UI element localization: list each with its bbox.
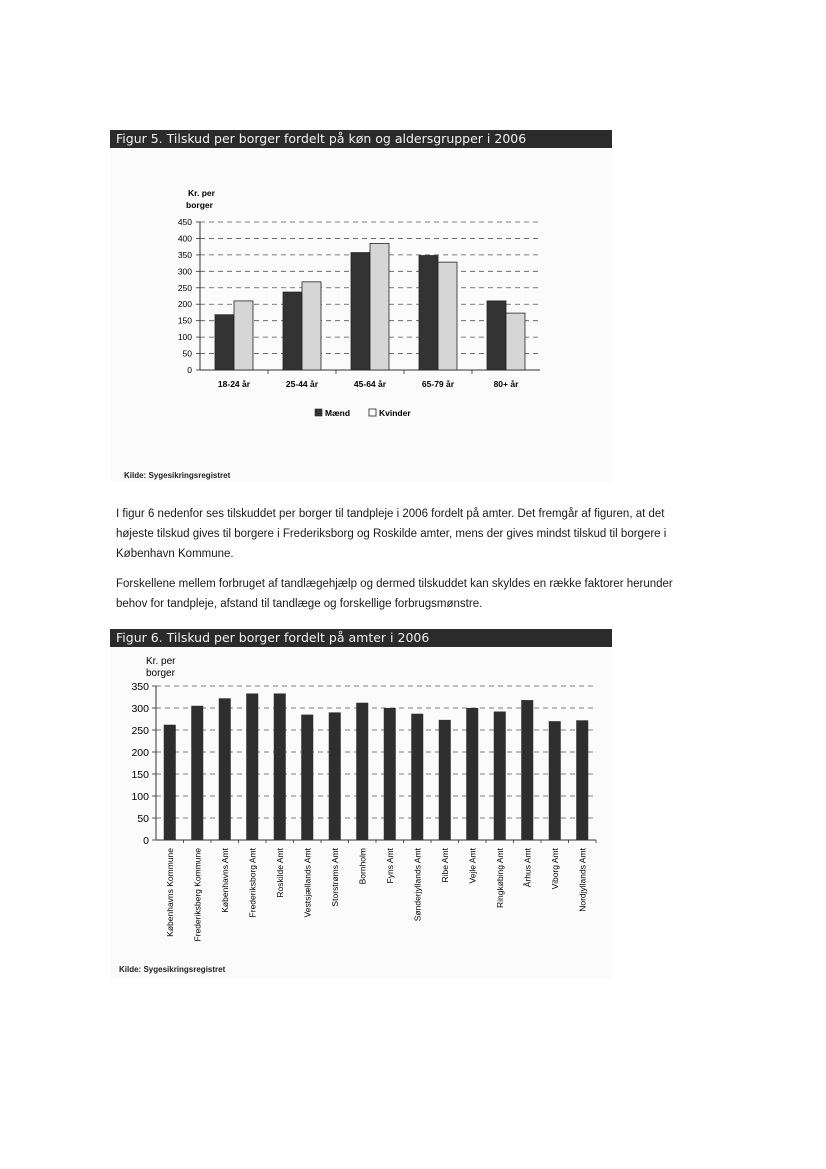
x-tick-label: Fyns Amt	[384, 848, 395, 884]
paragraph-1: I figur 6 nedenfor ses tilskuddet per borger til tandpleje i 2006 fordelt på amter. Det fremgår af figuren, at det højeste tilskud gives til borgere i Frederiksborg og Roskilde amter, mens der gives mindst tilskud til borgere i København Kommune.	[116, 508, 667, 560]
bar	[191, 706, 203, 840]
y-tick-label: 250	[177, 282, 192, 293]
y-tick-label: 350	[177, 249, 192, 260]
bar	[576, 720, 588, 840]
x-tick-label: Vejle Amt	[467, 848, 478, 884]
y-axis-title: Kr. per	[188, 188, 215, 198]
y-tick-label: 100	[131, 791, 149, 803]
y-tick-label: 100	[177, 332, 192, 343]
bar	[329, 712, 341, 840]
bar	[274, 693, 286, 840]
bar	[356, 703, 368, 840]
figure6-chart	[110, 647, 612, 979]
y-tick-label: 50	[182, 348, 192, 359]
y-axis-title: Kr. per	[146, 656, 176, 667]
x-tick-label: Københavns Amt	[219, 848, 230, 913]
y-tick-label: 300	[177, 266, 192, 277]
figure6-panel	[110, 647, 612, 979]
y-tick-label: 150	[131, 769, 149, 781]
bar	[219, 698, 231, 840]
x-tick-label: 45-64 år	[353, 379, 387, 389]
y-tick-label: 0	[143, 835, 149, 847]
legend-label-maend: Mænd	[325, 408, 351, 418]
figure5-panel	[110, 148, 612, 482]
y-tick-label: 350	[131, 681, 149, 693]
x-tick-label: Århus Amt	[522, 848, 533, 888]
y-tick-label: 450	[177, 217, 192, 227]
bar-kvinder	[506, 313, 525, 370]
bar	[246, 693, 258, 840]
x-tick-label: Roskilde Amt	[274, 848, 285, 898]
bar	[164, 725, 176, 840]
y-tick-label: 50	[137, 813, 149, 825]
figure5-chart	[110, 148, 612, 482]
bar-maend	[419, 256, 438, 370]
figure6-header: Figur 6. Tilskud per borger fordelt på amter i 2006	[110, 629, 612, 647]
y-axis-title: borger	[186, 200, 213, 210]
bar-maend	[487, 301, 506, 370]
y-tick-label: 400	[177, 233, 192, 244]
x-tick-label: Frederiksborg Amt	[247, 848, 258, 918]
y-tick-label: 0	[187, 365, 192, 375]
y-tick-label: 250	[131, 725, 149, 737]
legend-label-kvinder: Kvinder	[379, 408, 411, 418]
figure5-source: Kilde: Sygesikringsregistret	[124, 471, 231, 480]
x-tick-label: 80+ år	[493, 379, 519, 389]
y-tick-label: 200	[177, 299, 192, 310]
bar	[384, 708, 396, 840]
figure5-header: Figur 5. Tilskud per borger fordelt på køn og aldersgrupper i 2006	[110, 130, 612, 148]
bar	[521, 700, 533, 840]
figure6-source: Kilde: Sygesikringsregistret	[119, 965, 226, 974]
x-tick-label: Frederiksberg Kommune	[192, 848, 203, 942]
bar-kvinder	[302, 282, 321, 370]
legend-swatch-kvinder	[369, 409, 376, 416]
y-tick-label: 200	[131, 747, 149, 759]
y-tick-label: 150	[177, 315, 192, 326]
bar-kvinder	[370, 243, 389, 370]
x-tick-label: 25-44 år	[285, 379, 319, 389]
legend-swatch-maend	[315, 409, 322, 416]
bar	[439, 720, 451, 840]
bar-maend	[283, 292, 302, 370]
x-tick-label: Ringkøbing Amt	[494, 848, 505, 908]
x-tick-label: 65-79 år	[421, 379, 455, 389]
paragraph-2: Forskellene mellem forbruget af tandlægehjælp og dermed tilskuddet kan skyldes en række faktorer herunder behov for tandpleje, afstand til tandlæge og forskellige forbrugsmønstre.	[116, 578, 673, 610]
x-tick-label: Nordjyllands Amt	[577, 848, 588, 912]
x-tick-label: Københavns Kommune	[164, 848, 175, 937]
bar-maend	[351, 253, 370, 370]
bar-kvinder	[234, 301, 253, 370]
bar	[466, 708, 478, 840]
x-tick-label: Vestsjællands Amt	[302, 848, 313, 918]
x-tick-label: Ribe Amt	[439, 848, 450, 883]
bar-maend	[215, 315, 234, 370]
x-tick-label: Sønderjyllands Amt	[412, 848, 423, 922]
y-axis-title: borger	[146, 668, 175, 679]
bar	[494, 712, 506, 840]
x-tick-label: Storstrøms Amt	[329, 848, 340, 907]
bar	[301, 715, 313, 840]
x-tick-label: 18-24 år	[217, 379, 251, 389]
bar	[549, 721, 561, 840]
y-tick-label: 300	[131, 703, 149, 715]
x-tick-label: Viborg Amt	[549, 848, 560, 890]
bar-kvinder	[438, 262, 457, 370]
x-tick-label: Bornholm	[357, 848, 368, 885]
bar	[411, 714, 423, 840]
